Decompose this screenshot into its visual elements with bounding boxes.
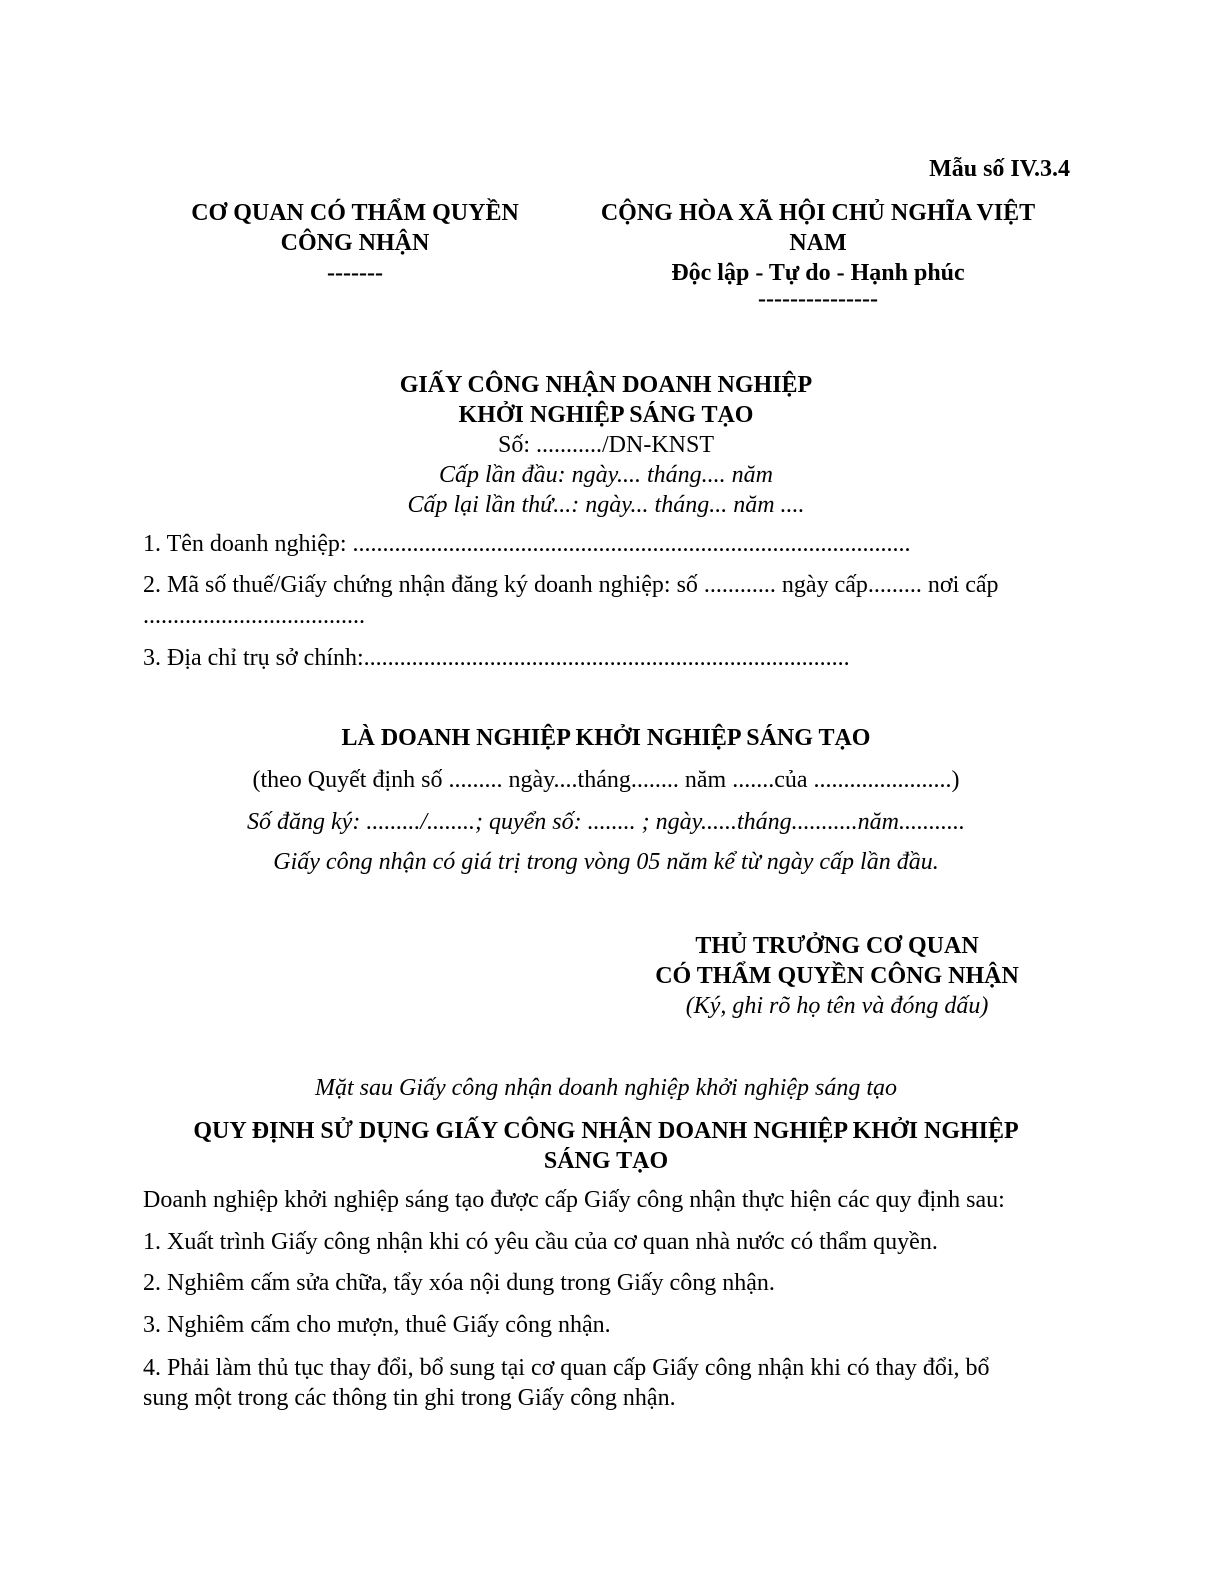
first-issue-date: Cấp lần đầu: ngày.... tháng.... năm	[439, 462, 773, 488]
country-name-line2: NAM	[789, 230, 847, 256]
usage-rules-title	[0, 1116, 1212, 1176]
header-left	[150, 198, 560, 288]
agency-name-line1: CƠ QUAN CÓ THẨM QUYỀN	[191, 200, 519, 226]
usage-rule-4	[143, 1353, 990, 1413]
header-right	[570, 198, 1066, 314]
usage-rule-3: 3. Nghiêm cấm cho mượn, thuê Giấy công nhận.	[143, 1312, 611, 1338]
reissue-date: Cấp lại lần thứ...: ngày... tháng... năm ....	[407, 492, 805, 518]
agency-name-line2: CÔNG NHẬN	[280, 230, 430, 256]
signer-title-line1: THỦ TRƯỞNG CƠ QUAN	[695, 933, 979, 959]
form-number: Mẫu số IV.3.4	[929, 156, 1070, 182]
signature-block	[600, 931, 1074, 1021]
usage-rule-1: 1. Xuất trình Giấy công nhận khi có yêu cầu của cơ quan nhà nước có thẩm quyền.	[143, 1229, 938, 1255]
usage-rules-title-line1: QUY ĐỊNH SỬ DỤNG GIẤY CÔNG NHẬN DOANH NGHIỆP KHỞI NGHIỆP	[193, 1118, 1019, 1144]
field-tax-code-line1: 2. Mã số thuế/Giấy chứng nhận đăng ký doanh nghiệp: số ............ ngày cấp......... nơi cấp	[143, 572, 999, 598]
usage-rule-4-line2: sung một trong các thông tin ghi trong Giấy công nhận.	[143, 1385, 676, 1411]
decision-reference: (theo Quyết định số ......... ngày....tháng........ năm .......của .......................)	[252, 767, 960, 793]
country-name-line1: CỘNG HÒA XÃ HỘI CHỦ NGHĨA VIỆT	[600, 200, 1036, 226]
field-company-name: 1. Tên doanh nghiệp: .............................................................................................	[143, 531, 911, 557]
recognition-heading: LÀ DOANH NGHIỆP KHỞI NGHIỆP SÁNG TẠO	[341, 725, 871, 751]
signer-title-line2: CÓ THẨM QUYỀN CÔNG NHẬN	[655, 963, 1019, 989]
usage-rules-intro: Doanh nghiệp khởi nghiệp sáng tạo được cấp Giấy công nhận thực hiện các quy định sau:	[143, 1187, 1005, 1213]
certificate-title-line1: GIẤY CÔNG NHẬN DOANH NGHIỆP	[399, 372, 813, 398]
agency-divider: -------	[327, 260, 383, 286]
field-tax-code-line2: .....................................	[143, 603, 365, 629]
usage-rules-title-line2: SÁNG TẠO	[543, 1148, 669, 1174]
signature-note: (Ký, ghi rõ họ tên và đóng dấu)	[685, 993, 989, 1019]
validity-note: Giấy công nhận có giá trị trong vòng 05 năm kể từ ngày cấp lần đầu.	[273, 849, 939, 875]
back-side-caption: Mặt sau Giấy công nhận doanh nghiệp khởi nghiệp sáng tạo	[314, 1075, 898, 1101]
usage-rule-2: 2. Nghiêm cấm sửa chữa, tẩy xóa nội dung trong Giấy công nhận.	[143, 1270, 775, 1296]
field-head-office-address: 3. Địa chỉ trụ sở chính:.................................................................................	[143, 645, 850, 671]
certificate-number: Số: .........../DN-KNST	[497, 432, 714, 458]
certificate-title-block	[0, 370, 1212, 520]
usage-rule-4-line1: 4. Phải làm thủ tục thay đổi, bổ sung tại cơ quan cấp Giấy công nhận khi có thay đổi, bổ	[143, 1355, 990, 1381]
national-motto: Độc lập - Tự do - Hạnh phúc	[671, 260, 965, 286]
motto-divider: ---------------	[758, 286, 878, 312]
certificate-title-line2: KHỞI NGHIỆP SÁNG TẠO	[458, 402, 754, 428]
registration-number: Số đăng ký: ........./........; quyển số: ........ ; ngày......tháng...........năm...........	[247, 809, 965, 835]
